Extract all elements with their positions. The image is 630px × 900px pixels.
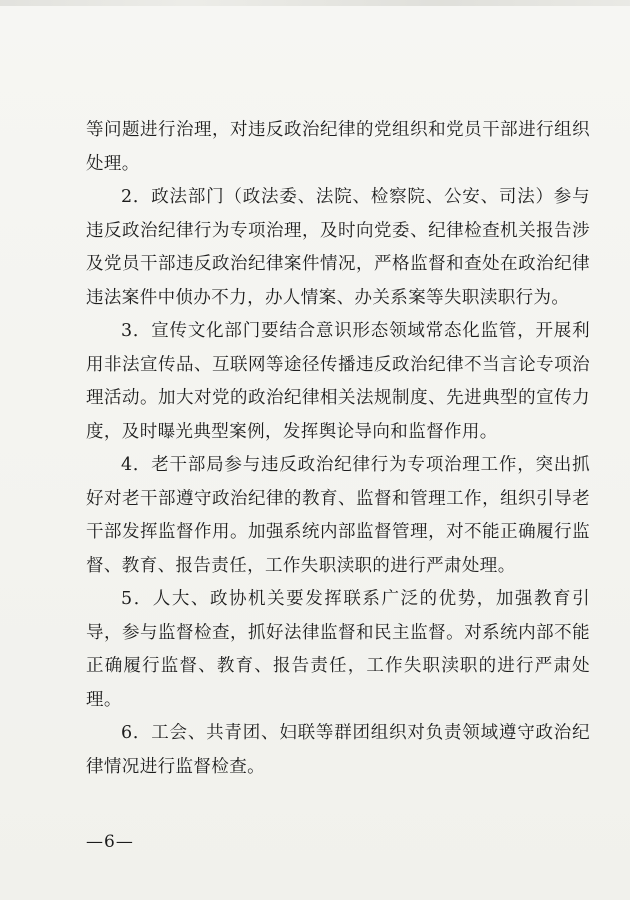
page-number: —6— xyxy=(86,832,134,852)
paragraph-item-4: 4．老干部局参与违反政治纪律行为专项治理工作，突出抓好对老干部遵守政治纪律的教育、监督和管理工作，组织引导老干部发挥监督作用。加强系统内部监督管理，对不能正确履行监督、教育、报告责任，工作失职渎职的进行严肃处理。 xyxy=(86,455,590,576)
scan-top-edge xyxy=(0,0,630,6)
paragraph-item-2: 2．政法部门（政法委、法院、检察院、公安、司法）参与违反政治纪律行为专项治理，及时向党委、纪律检查机关报告涉及党员干部违反政治纪律案件情况，严格监督和查处在政治纪律违法案件中侦办不力，办人情案、办关系案等失职渎职行为。 xyxy=(86,187,590,308)
paragraph-continuation: 等问题进行治理，对违反政治纪律的党组织和党员干部进行组织处理。 xyxy=(86,120,590,174)
paragraph-item-3: 3．宣传文化部门要结合意识形态领域常态化监管，开展利用非法宣传品、互联网等途径传播违反政治纪律不当言论专项治理活动。加大对党的政治纪律相关法规制度、先进典型的宣传力度，及时曝光典型案例，发挥舆论导向和监督作用。 xyxy=(86,321,590,442)
paragraph-item-6: 6．工会、共青团、妇联等群团组织对负责领域遵守政治纪律情况进行监督检查。 xyxy=(86,723,590,777)
document-body xyxy=(86,114,590,784)
paragraph-item-5: 5．人大、政协机关要发挥联系广泛的优势，加强教育引导，参与监督检查，抓好法律监督和民主监督。对系统内部不能正确履行监督、教育、报告责任，工作失职渎职的进行严肃处理。 xyxy=(86,589,590,710)
